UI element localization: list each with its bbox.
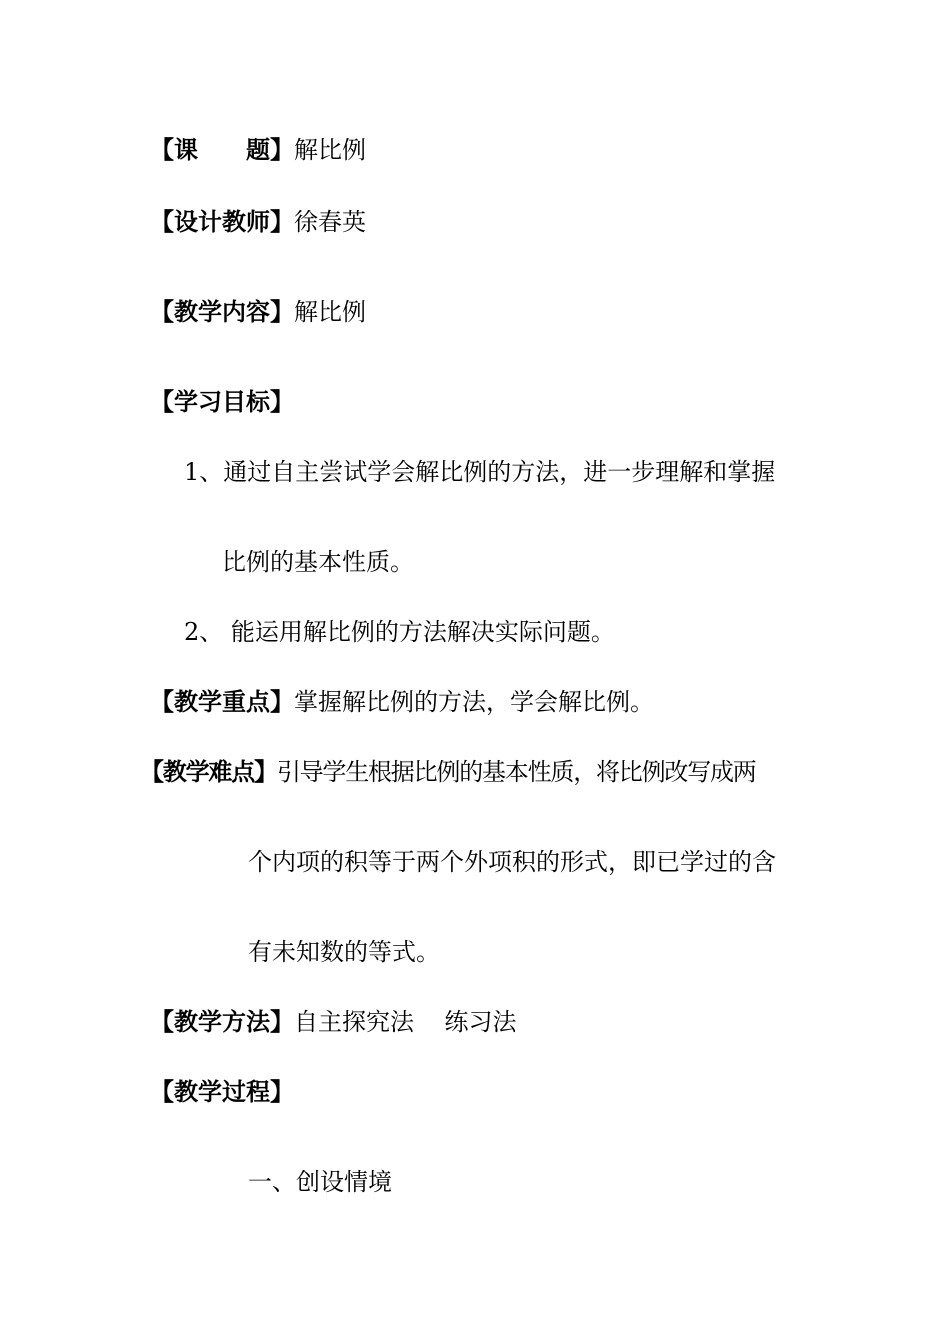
objective-item-1-line-1: 1、通过自主尝试学会解比例的方法，进一步理解和掌握 [184, 458, 776, 486]
designer-label: 【设计教师】 [150, 208, 294, 236]
difficulty-line-3: 有未知数的等式。 [248, 938, 440, 966]
key-point-row [150, 686, 654, 718]
objective-item-2: 2、 能运用解比例的方法解决实际问题。 [184, 618, 615, 646]
content-label: 【教学内容】 [150, 298, 294, 326]
difficulty-row [140, 756, 756, 788]
objectives-row [150, 386, 294, 418]
difficulty-line-2: 个内项的积等于两个外项积的形式，即已学过的含 [248, 848, 776, 876]
topic-value: 解比例 [294, 136, 366, 164]
designer-row [150, 206, 366, 238]
content-value: 解比例 [294, 298, 366, 326]
key-point-value: 掌握解比例的方法，学会解比例。 [294, 688, 654, 716]
method-row [150, 1006, 517, 1038]
objective-item-1-line-2: 比例的基本性质。 [222, 548, 414, 576]
difficulty-label: 【教学难点】 [140, 758, 277, 786]
method-label: 【教学方法】 [150, 1008, 294, 1036]
topic-label-open: 【课 [150, 136, 198, 164]
designer-value: 徐春英 [294, 208, 366, 236]
topic-label-close: 题】 [246, 136, 294, 164]
objectives-label: 【学习目标】 [150, 388, 294, 416]
process-row [150, 1076, 294, 1108]
topic-row [150, 134, 366, 166]
difficulty-line-1: 引导学生根据比例的基本性质，将比例改写成两 [276, 758, 756, 786]
content-row [150, 296, 366, 328]
process-label: 【教学过程】 [150, 1078, 294, 1106]
method-value: 自主探究法 练习法 [294, 1008, 517, 1036]
process-step-1: 一、创设情境 [248, 1168, 392, 1196]
key-point-label: 【教学重点】 [150, 688, 294, 716]
